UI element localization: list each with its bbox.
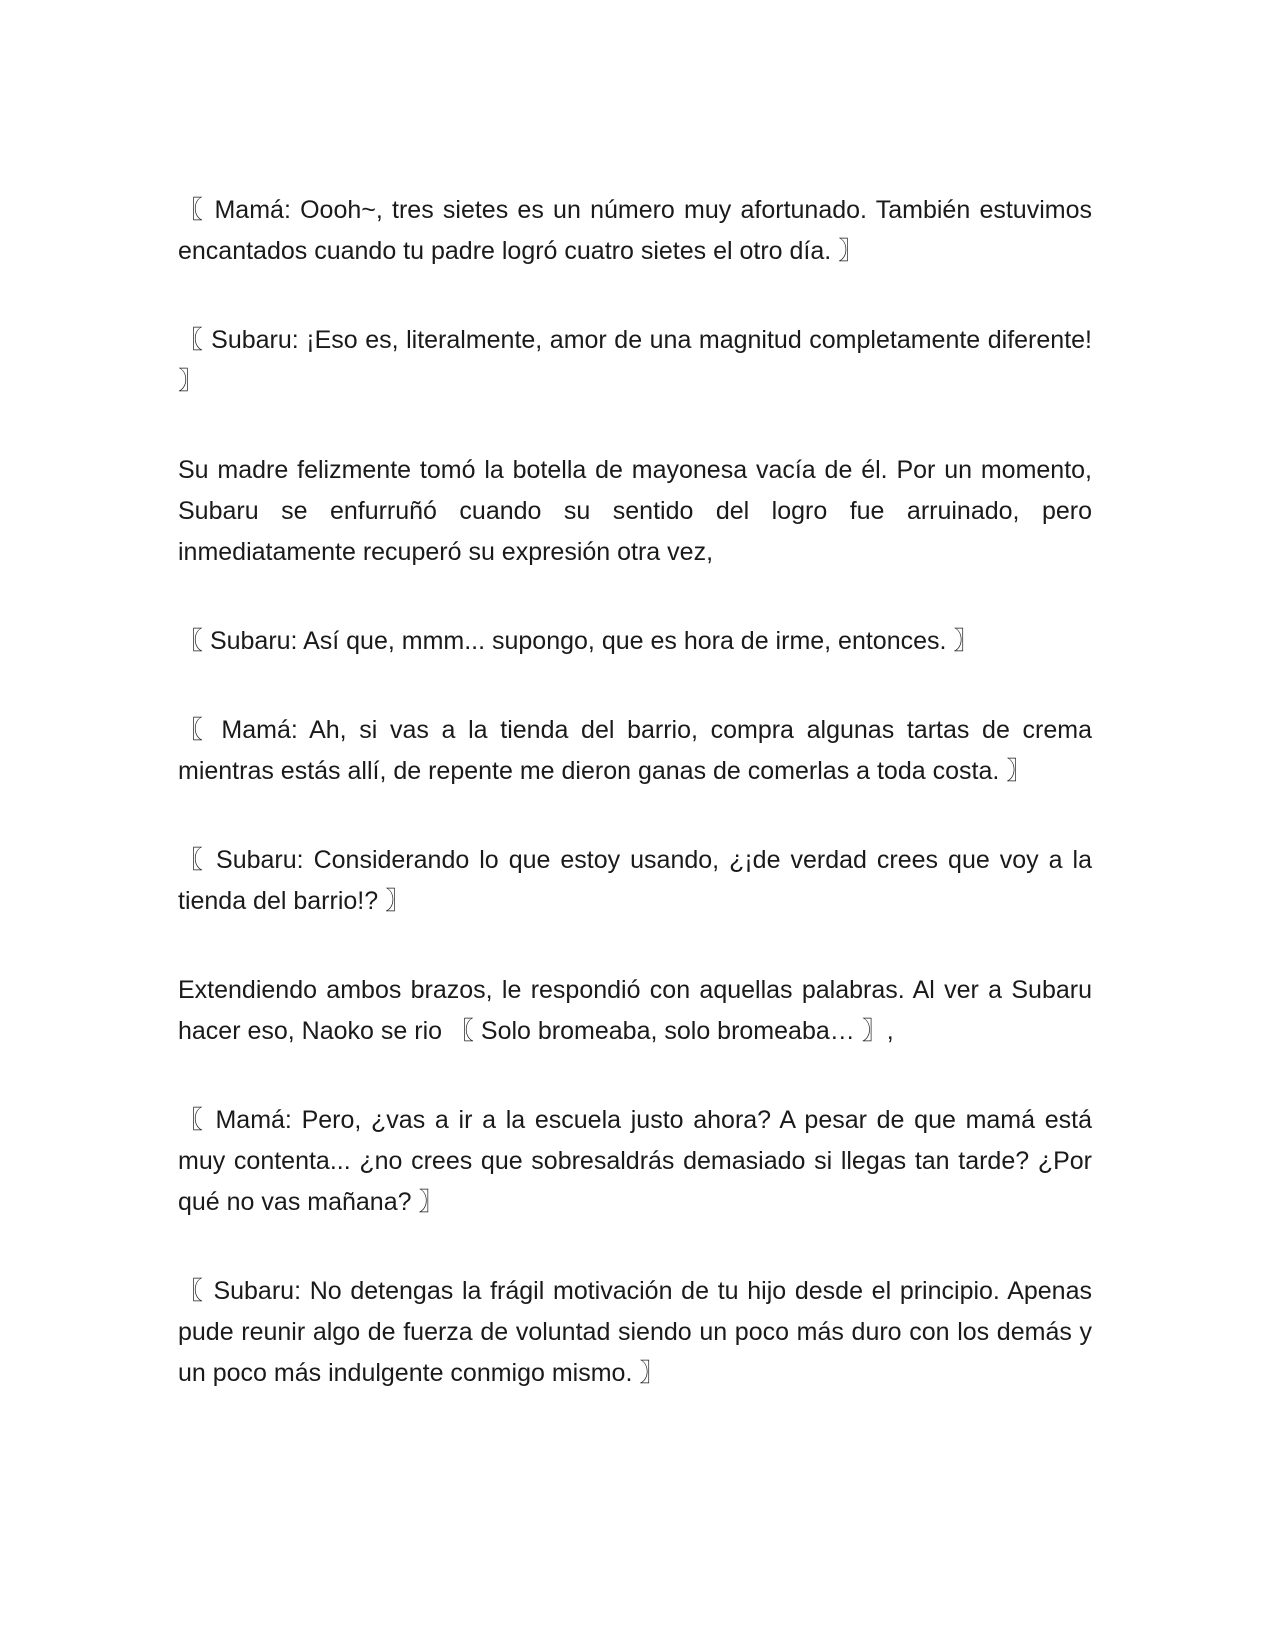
dialogue-paragraph-subaru-4: 〖 Subaru: No detengas la frágil motivación de tu hijo desde el principio. Apenas pude reunir algo de fuerza de voluntad siendo un poco más duro con los demás y un poco más indulgente conmigo mismo. 〗 bbox=[178, 1277, 1092, 1387]
body-text bbox=[178, 190, 1092, 1442]
dialogue-paragraph-subaru-1: 〖 Subaru: ¡Eso es, literalmente, amor de una magnitud completamente diferente! 〗 bbox=[178, 326, 1092, 395]
narration-paragraph-1: Su madre felizmente tomó la botella de mayonesa vacía de él. Por un momento, Subaru se enfurruñó cuando su sentido del logro fue arruinado, pero inmediatamente recuperó su expresión otra vez, bbox=[178, 456, 1092, 566]
dialogue-paragraph-subaru-2: 〖 Subaru: Así que, mmm... supongo, que es hora de irme, entonces. 〗 bbox=[178, 627, 979, 655]
dialogue-paragraph-mama-2: 〖 Mamá: Ah, si vas a la tienda del barrio, compra algunas tartas de crema mientras estás allí, de repente me dieron ganas de comerlas a toda costa. 〗 bbox=[178, 716, 1092, 785]
dialogue-paragraph-subaru-3: 〖 Subaru: Considerando lo que estoy usando, ¿¡de verdad crees que voy a la tienda del barrio!? 〗 bbox=[178, 846, 1092, 915]
narration-paragraph-2: Extendiendo ambos brazos, le respondió con aquellas palabras. Al ver a Subaru hacer eso, Naoko se rio 〖 Solo bromeaba, solo bromeaba… 〗, bbox=[178, 976, 1092, 1045]
dialogue-paragraph-mama-1: 〖 Mamá: Oooh~, tres sietes es un número muy afortunado. También estuvimos encantados cuando tu padre logró cuatro sietes el otro día. 〗 bbox=[178, 196, 1092, 265]
dialogue-paragraph-mama-3: 〖 Mamá: Pero, ¿vas a ir a la escuela justo ahora? A pesar de que mamá está muy contenta... ¿no crees que sobresaldrás demasiado si llegas tan tarde? ¿Por qué no vas mañana? 〗 bbox=[178, 1106, 1092, 1216]
